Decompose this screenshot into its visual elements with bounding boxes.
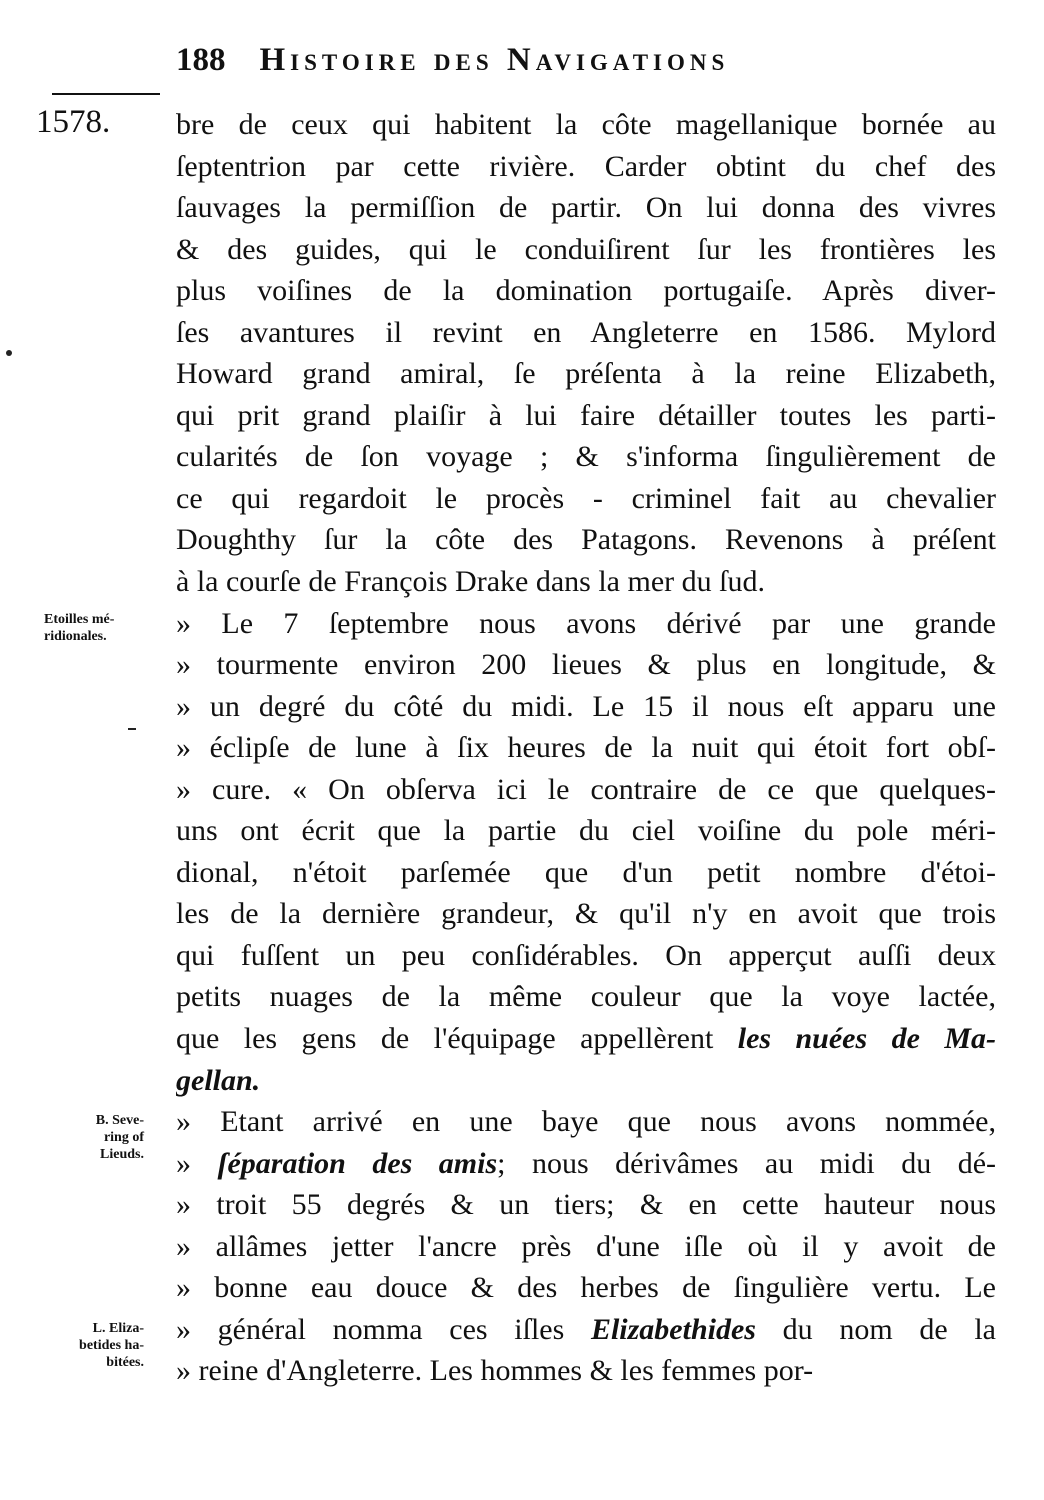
margin-year: 1578. — [36, 104, 111, 140]
margin-note-elizabetides — [60, 1320, 144, 1371]
italic-phrase: Elizabethides — [590, 1312, 756, 1346]
margin-note-line: Lieuds. — [100, 1147, 144, 1162]
body-text — [176, 104, 996, 1392]
italic-phrase: gellan. — [176, 1063, 261, 1097]
italic-phrase: les nuées de Ma- — [737, 1022, 996, 1056]
text-line: les de la dernière grandeur, & qu'il n'y en avoit que trois — [176, 897, 996, 931]
margin-note-line: B. Seve- — [95, 1113, 144, 1128]
text-line: » éclipſe de lune à ſix heures de la nuit qui étoit fort obſ- — [176, 731, 996, 765]
running-header — [176, 40, 936, 80]
text-line: » un degré du côté du midi. Le 15 il nous eſt apparu une — [176, 689, 996, 723]
text-line: » reine d'Angleterre. Les hommes & les femmes por- — [176, 1354, 814, 1388]
text-line: ſeptentrion par cette rivière. Carder obtint du chef des — [176, 149, 996, 183]
text-line: ſes avantures il revint en Angleterre en 1586. Mylord — [176, 315, 996, 349]
text-line: ce qui regardoit le procès - criminel fait au chevalier — [176, 481, 996, 515]
text-line: & des guides, qui le conduiſirent ſur les frontières les — [176, 232, 996, 266]
page-number: 188 — [176, 42, 226, 78]
text-line: » troit 55 degrés & un tiers; & en cette hauteur nous — [176, 1188, 996, 1222]
header-rule — [52, 93, 160, 95]
text-line: ſauvages la permiſſion de partir. On lui donna des vivres — [176, 191, 996, 225]
text-line: » ſéparation des amis; nous dérivâmes au midi du dé- — [176, 1146, 996, 1180]
text-line: dional, n'étoit parſemée que d'un petit nombre d'étoi- — [176, 855, 996, 889]
text-line: » bonne eau douce & des herbes de ſingulière vertu. Le — [176, 1271, 996, 1305]
margin-note-line: L. Eliza- — [92, 1321, 144, 1336]
text-line: » allâmes jetter l'ancre près d'une iſle où il y avoit de — [176, 1229, 996, 1263]
margin-note-severing — [60, 1112, 144, 1163]
text-line: » tourmente environ 200 lieues & plus en longitude, & — [176, 648, 996, 682]
margin-note-line: ridionales. — [44, 629, 107, 644]
text-line: » cure. « On obſerva ici le contraire de ce que quelques- — [176, 772, 996, 806]
text-line: petits nuages de la même couleur que la voye lactée, — [176, 980, 996, 1014]
margin-note-line: ring of — [103, 1130, 144, 1145]
margin-note-line: Etoilles mé- — [44, 612, 115, 627]
italic-phrase: ſéparation des amis — [217, 1146, 498, 1180]
margin-note-etoilles — [44, 611, 164, 645]
print-speck — [128, 728, 136, 730]
text-line: Doughthy ſur la côte des Patagons. Revenons à préſent — [176, 523, 996, 557]
text-line: cularités de ſon voyage ; & s'informa ſingulièrement de — [176, 440, 996, 474]
running-title: Histoire des Navigations — [259, 42, 730, 78]
text-line: à la courſe de François Drake dans la mer du ſud. — [176, 565, 765, 599]
text-line — [176, 1060, 996, 1102]
text-line: que les gens de l'équipage appellèrent les nuées de Ma- — [176, 1022, 996, 1056]
text-line: Howard grand amiral, ſe préſenta à la reine Elizabeth, — [176, 357, 996, 391]
margin-note-line: bitées. — [106, 1355, 144, 1370]
text-line: qui prit grand plaiſir à lui faire détailler toutes les parti- — [176, 398, 996, 432]
text-line: » général nomma ces iſles Elizabethides du nom de la — [176, 1312, 996, 1346]
text-line: uns ont écrit que la partie du ciel voiſine du pole méri- — [176, 814, 996, 848]
text-line: bre de ceux qui habitent la côte magellanique bornée au — [176, 108, 996, 141]
text-line: plus voiſines de la domination portugaiſe. Après diver- — [176, 274, 996, 308]
print-speck — [6, 350, 12, 356]
text-line: qui fuſſent un peu conſidérables. On apperçut auſſi deux — [176, 938, 996, 972]
text-line: » Le 7 ſeptembre nous avons dérivé par une grande — [176, 606, 996, 640]
margin-note-line: betides ha- — [79, 1338, 144, 1353]
text-line: » Etant arrivé en une baye que nous avons nommée, — [176, 1105, 996, 1139]
